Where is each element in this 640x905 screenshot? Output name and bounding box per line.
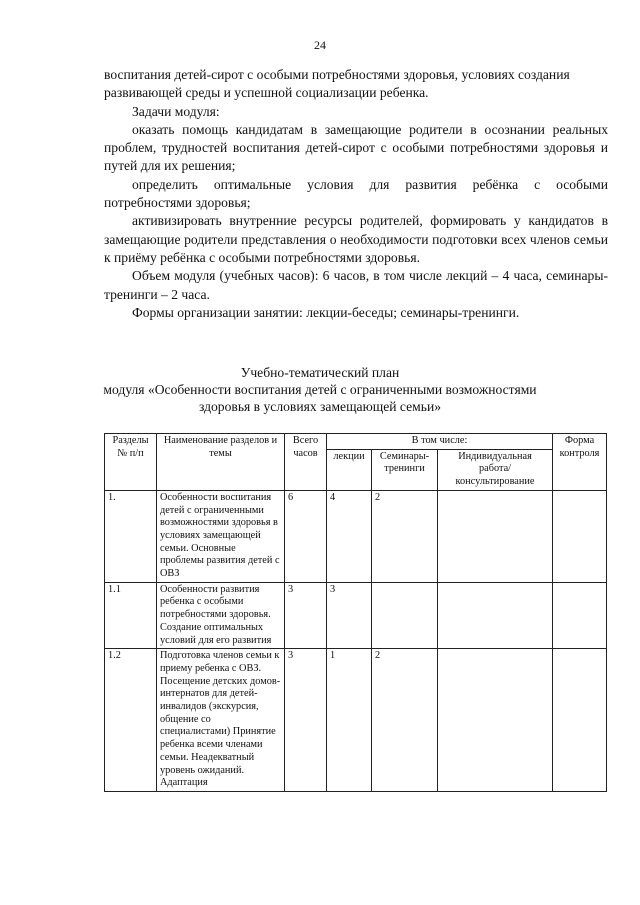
paragraph: Задачи модуля: bbox=[132, 103, 220, 119]
paragraph: определить оптимальные условия для развития ребёнка с особыми потребностями здоровья; bbox=[104, 176, 608, 211]
cell-total: 3 bbox=[285, 582, 327, 649]
cell-individual bbox=[438, 649, 553, 792]
cell-individual bbox=[438, 582, 553, 649]
cell-lectures: 3 bbox=[327, 582, 372, 649]
header-seminars: Семинары-тренинги bbox=[372, 449, 438, 490]
table-row bbox=[105, 582, 607, 649]
cell-name: Особенности развития ребенка с особыми потребностями здоровья. Создание оптимальных условий для его развития bbox=[157, 582, 285, 649]
cell-total: 3 bbox=[285, 649, 327, 792]
cell-total: 6 bbox=[285, 490, 327, 582]
paragraph: Формы организации занятии: лекции-беседы; семинары-тренинги. bbox=[132, 304, 520, 320]
plan-table bbox=[104, 433, 607, 792]
cell-lectures: 4 bbox=[327, 490, 372, 582]
table-row bbox=[105, 649, 607, 792]
cell-num: 1.2 bbox=[105, 649, 157, 792]
cell-control bbox=[553, 582, 607, 649]
header-name: Наименование разделов и темы bbox=[157, 434, 285, 491]
header-lectures: лекции bbox=[327, 449, 372, 490]
header-individual: Индивидуальная работа/ консультирование bbox=[438, 449, 553, 490]
cell-control bbox=[553, 649, 607, 792]
plan-title bbox=[0, 364, 640, 415]
paragraph: развивающей среды и успешной социализации ребенка. bbox=[104, 85, 429, 101]
cell-name: Особенности воспитания детей с ограниченными возможностями здоровья в условиях замещающей семьи. Основные проблемы развития детей с ОВЗ bbox=[157, 490, 285, 582]
plan-title-line: Учебно-тематический план bbox=[240, 365, 400, 380]
plan-title-line: здоровья в условиях замещающей семьи» bbox=[198, 399, 442, 414]
paragraph: оказать помощь кандидатам в замещающие родители в осознании реальных проблем, трудностей воспитания детей-сирот с особыми потребностями здоровья и путей для их решения; bbox=[104, 121, 608, 174]
cell-seminars: 2 bbox=[372, 649, 438, 792]
plan-title-line: модуля «Особенности воспитания детей с ограниченными возможностями bbox=[103, 382, 537, 397]
header-section: Разделы № п/п bbox=[105, 434, 157, 491]
page-number: 24 bbox=[314, 38, 326, 52]
header-total: Всего часов bbox=[285, 434, 327, 491]
cell-name: Подготовка членов семьи к приему ребенка с ОВЗ. Посещение детских домов- интернатов для детей-инвалидов (экскурсия, общение со специалистами) Принятие ребенка всеми членами семьи. Неадекватный уровень ожиданий. Адаптация bbox=[157, 649, 285, 792]
cell-control bbox=[553, 490, 607, 582]
paragraph: воспитания детей-сирот с особыми потребностями здоровья, условиях создания bbox=[104, 67, 570, 82]
table-row bbox=[105, 490, 607, 582]
paragraph: Объем модуля (учебных часов): 6 часов, в том числе лекций – 4 часа, семинары-тренинги – 2 часа. bbox=[104, 268, 608, 302]
header-including: В том числе: bbox=[327, 434, 553, 450]
header-control: Форма контроля bbox=[553, 434, 607, 491]
cell-individual bbox=[438, 490, 553, 582]
paragraph: активизировать внутренние ресурсы родителей, формировать у кандидатов в замещающие родители представления о необходимости подготовки всех членов семьи к приёму ребёнка с особыми потребностями здоровья. bbox=[104, 213, 608, 265]
cell-num: 1.1 bbox=[105, 582, 157, 649]
cell-seminars: 2 bbox=[372, 490, 438, 582]
body-text bbox=[104, 66, 608, 322]
cell-lectures: 1 bbox=[327, 649, 372, 792]
cell-num: 1. bbox=[105, 490, 157, 582]
cell-seminars bbox=[372, 582, 438, 649]
